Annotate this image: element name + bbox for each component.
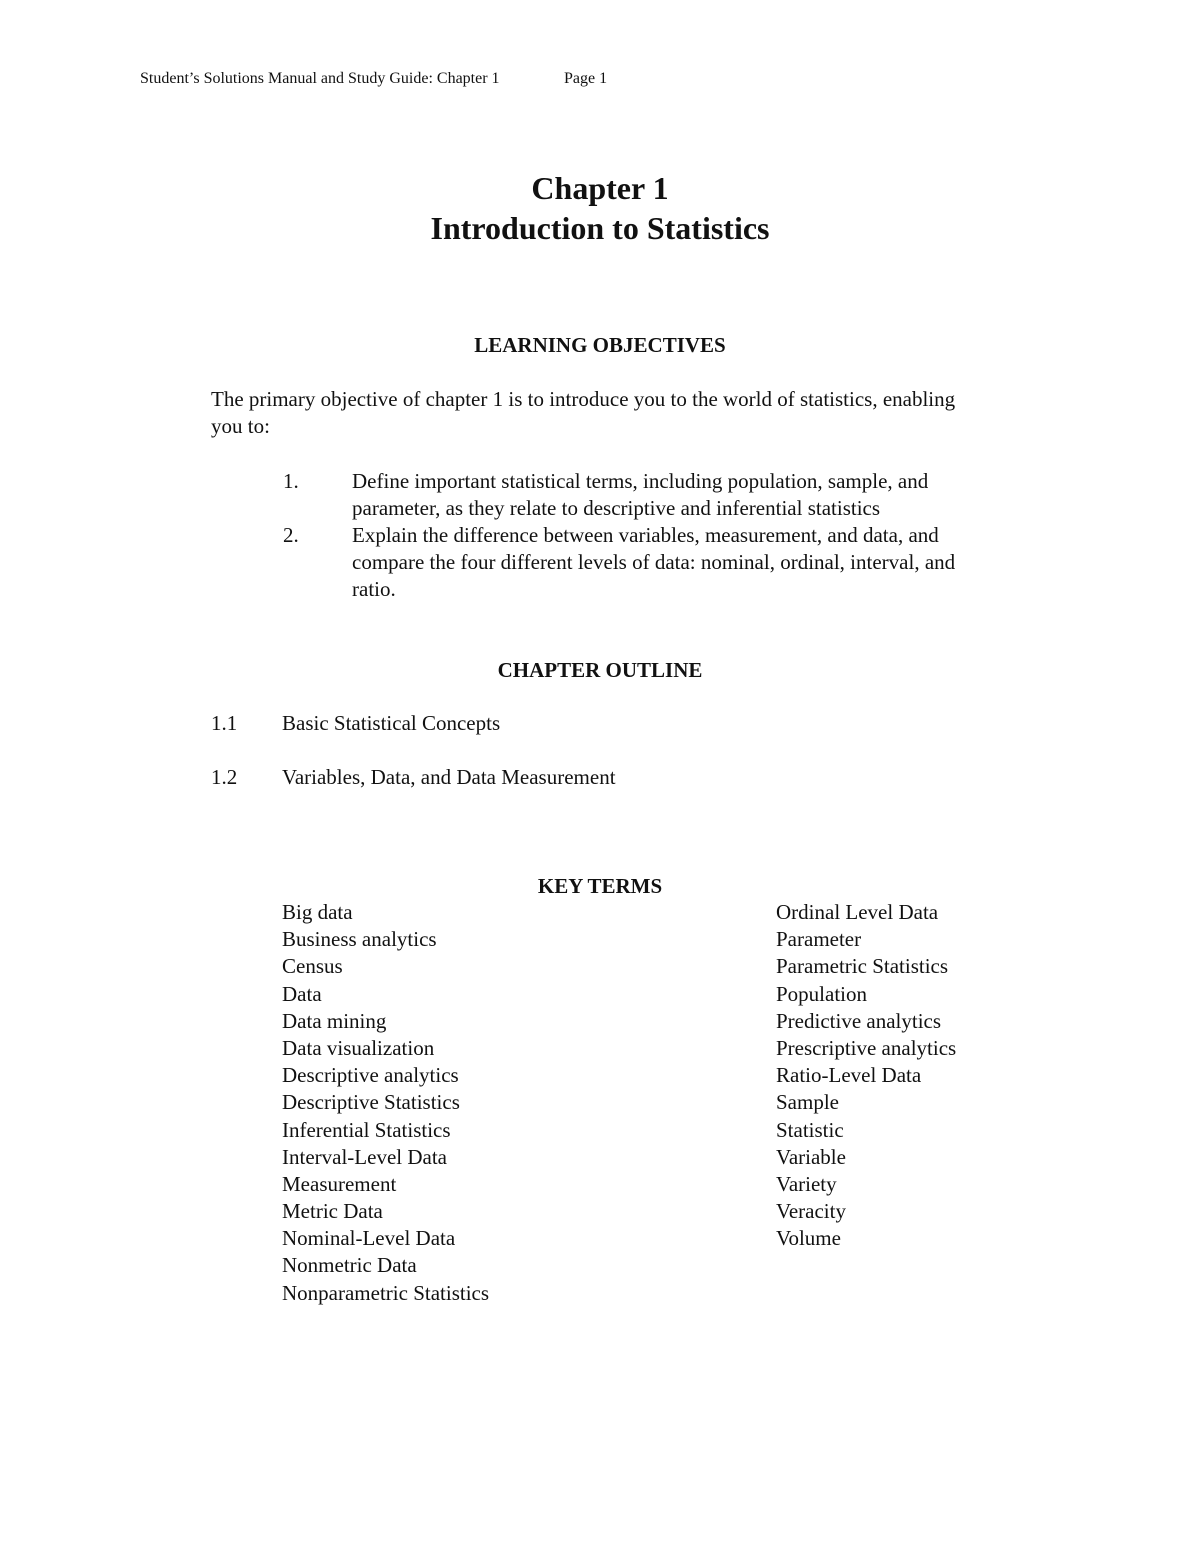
- key-term: Sample: [776, 1090, 839, 1115]
- key-term: Parameter: [776, 927, 862, 952]
- objective-1-line-1: Define important statistical terms, including population, sample, and: [352, 469, 929, 493]
- key-term: Big data: [282, 900, 353, 924]
- objectives-intro-line-2: you to:: [211, 414, 270, 438]
- key-terms-right-column: [776, 899, 956, 1252]
- objective-number-1: 1.: [283, 469, 299, 493]
- chapter-title: Introduction to Statistics: [430, 210, 770, 246]
- key-term: Measurement: [282, 1171, 397, 1196]
- key-term: Census: [282, 954, 343, 979]
- key-term: Veracity: [776, 1199, 846, 1224]
- key-terms-heading: KEY TERMS: [537, 874, 663, 898]
- key-term: Descriptive Statistics: [282, 1090, 460, 1115]
- objective-2-line-1: Explain the difference between variables, measurement, and data, and: [352, 523, 939, 547]
- key-term: Interval-Level Data: [282, 1144, 447, 1169]
- key-term: Inferential Statistics: [282, 1117, 451, 1142]
- key-term: Variable: [776, 1144, 846, 1169]
- outline-number-1-1: 1.1: [211, 711, 238, 735]
- outline-item-basic-concepts: Basic Statistical Concepts: [282, 711, 501, 735]
- key-term: Nominal-Level Data: [282, 1226, 456, 1251]
- key-term: Business analytics: [282, 927, 437, 952]
- key-term: Parametric Statistics: [776, 954, 949, 979]
- objective-2-line-3: ratio.: [352, 577, 396, 601]
- key-term: Metric Data: [282, 1199, 383, 1224]
- key-term: Predictive analytics: [776, 1008, 942, 1033]
- page-number: Page 1: [564, 70, 608, 87]
- running-header-title: Student’s Solutions Manual and Study Guide: Chapter 1: [140, 70, 500, 87]
- chapter-number-title: Chapter 1: [531, 170, 669, 206]
- learning-objectives-heading: LEARNING OBJECTIVES: [474, 333, 726, 357]
- outline-number-1-2: 1.2: [211, 765, 238, 789]
- key-term: Ratio-Level Data: [776, 1063, 922, 1088]
- objective-number-2: 2.: [283, 523, 299, 547]
- chapter-outline-heading: CHAPTER OUTLINE: [497, 658, 703, 682]
- key-term: Nonmetric Data: [282, 1253, 417, 1278]
- key-term: Variety: [776, 1171, 837, 1196]
- key-term: Data: [282, 981, 322, 1006]
- key-term: Statistic: [776, 1117, 844, 1142]
- key-term: Volume: [776, 1226, 841, 1251]
- key-term: Ordinal Level Data: [776, 900, 939, 924]
- outline-item-variables-data: Variables, Data, and Data Measurement: [282, 765, 616, 789]
- objective-1-line-2: parameter, as they relate to descriptive and inferential statistics: [352, 496, 881, 520]
- key-term: Descriptive analytics: [282, 1063, 459, 1088]
- key-term: Data visualization: [282, 1035, 435, 1060]
- objectives-intro-line-1: The primary objective of chapter 1 is to introduce you to the world of statistics, enabling: [211, 387, 956, 411]
- key-term: Population: [776, 981, 868, 1006]
- key-term: Data mining: [282, 1008, 387, 1033]
- key-term: Nonparametric Statistics: [282, 1280, 490, 1305]
- objective-2-line-2: compare the four different levels of data: nominal, ordinal, interval, and: [352, 550, 956, 574]
- key-term: Prescriptive analytics: [776, 1035, 957, 1060]
- key-terms-left-column: [282, 899, 489, 1307]
